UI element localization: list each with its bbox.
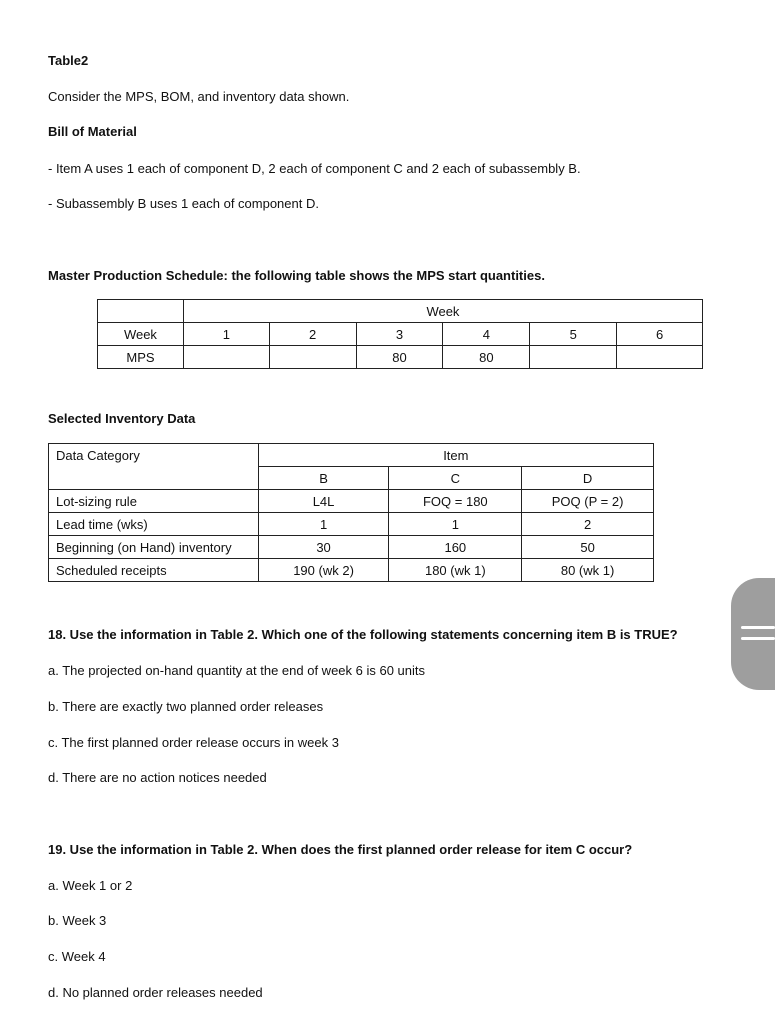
intro-text: Consider the MPS, BOM, and inventory data shown. xyxy=(48,89,350,104)
row-label: Scheduled receipts xyxy=(49,559,259,582)
q19-question: 19. Use the information in Table 2. When does the first planned order release for item C occur? xyxy=(48,842,633,857)
cell-b: 30 xyxy=(258,536,389,559)
mps-value-cell xyxy=(530,346,617,369)
table-row xyxy=(49,490,654,513)
handle-grip-icon xyxy=(741,637,775,640)
bom-line-2: - Subassembly B uses 1 each of component D. xyxy=(48,196,319,211)
mps-value-cell xyxy=(617,346,703,369)
mps-value-cell: 80 xyxy=(443,346,530,369)
mps-week-cell: 3 xyxy=(356,323,443,346)
mps-row-label-mps: MPS xyxy=(98,346,184,369)
inventory-category-header: Data Category xyxy=(49,444,259,490)
mps-week-cell: 2 xyxy=(269,323,356,346)
mps-row-label-week: Week xyxy=(98,323,184,346)
bom-title: Bill of Material xyxy=(48,124,137,139)
q19-option-c[interactable]: c. Week 4 xyxy=(48,949,106,964)
mps-week-cell: 5 xyxy=(530,323,617,346)
page-heading: Table2 xyxy=(48,53,89,68)
mps-value-cell: 80 xyxy=(356,346,443,369)
q18-option-c[interactable]: c. The first planned order release occurs in week 3 xyxy=(48,735,339,750)
cell-d: POQ (P = 2) xyxy=(522,490,654,513)
q19-option-d[interactable]: d. No planned order releases needed xyxy=(48,985,263,1000)
q18-option-a[interactable]: a. The projected on-hand quantity at the end of week 6 is 60 units xyxy=(48,663,426,678)
inventory-item-d: D xyxy=(522,467,654,490)
inventory-title: Selected Inventory Data xyxy=(48,411,196,426)
side-panel-handle[interactable] xyxy=(731,578,775,690)
inventory-item-c: C xyxy=(389,467,522,490)
cell-b: 190 (wk 2) xyxy=(258,559,389,582)
handle-grip-icon xyxy=(741,626,775,629)
inventory-item-header: Item xyxy=(258,444,653,467)
bom-line-1: - Item A uses 1 each of component D, 2 each of component C and 2 each of subassembly B. xyxy=(48,161,581,176)
mps-title: Master Production Schedule: the following table shows the MPS start quantities. xyxy=(48,268,545,283)
table-row xyxy=(49,513,654,536)
mps-corner-cell xyxy=(98,300,184,323)
q18-option-b[interactable]: b. There are exactly two planned order releases xyxy=(48,699,324,714)
cell-c: 1 xyxy=(389,513,522,536)
cell-b: 1 xyxy=(258,513,389,536)
inventory-item-b: B xyxy=(258,467,389,490)
q19-option-a[interactable]: a. Week 1 or 2 xyxy=(48,878,133,893)
row-label: Lot-sizing rule xyxy=(49,490,259,513)
q18-question: 18. Use the information in Table 2. Which one of the following statements concerning item B is TRUE? xyxy=(48,627,678,642)
mps-week-cell: 6 xyxy=(617,323,703,346)
mps-table xyxy=(97,299,703,369)
row-label: Beginning (on Hand) inventory xyxy=(49,536,259,559)
inventory-table xyxy=(48,443,654,582)
table-row xyxy=(49,536,654,559)
mps-week-cell: 1 xyxy=(183,323,269,346)
mps-value-cell xyxy=(269,346,356,369)
cell-d: 2 xyxy=(522,513,654,536)
cell-b: L4L xyxy=(258,490,389,513)
cell-d: 80 (wk 1) xyxy=(522,559,654,582)
cell-c: FOQ = 180 xyxy=(389,490,522,513)
cell-c: 180 (wk 1) xyxy=(389,559,522,582)
q18-option-d[interactable]: d. There are no action notices needed xyxy=(48,770,267,785)
cell-c: 160 xyxy=(389,536,522,559)
cell-d: 50 xyxy=(522,536,654,559)
table-row xyxy=(49,559,654,582)
mps-week-cell: 4 xyxy=(443,323,530,346)
row-label: Lead time (wks) xyxy=(49,513,259,536)
mps-value-cell xyxy=(183,346,269,369)
q19-option-b[interactable]: b. Week 3 xyxy=(48,913,107,928)
mps-week-group-header: Week xyxy=(183,300,702,323)
